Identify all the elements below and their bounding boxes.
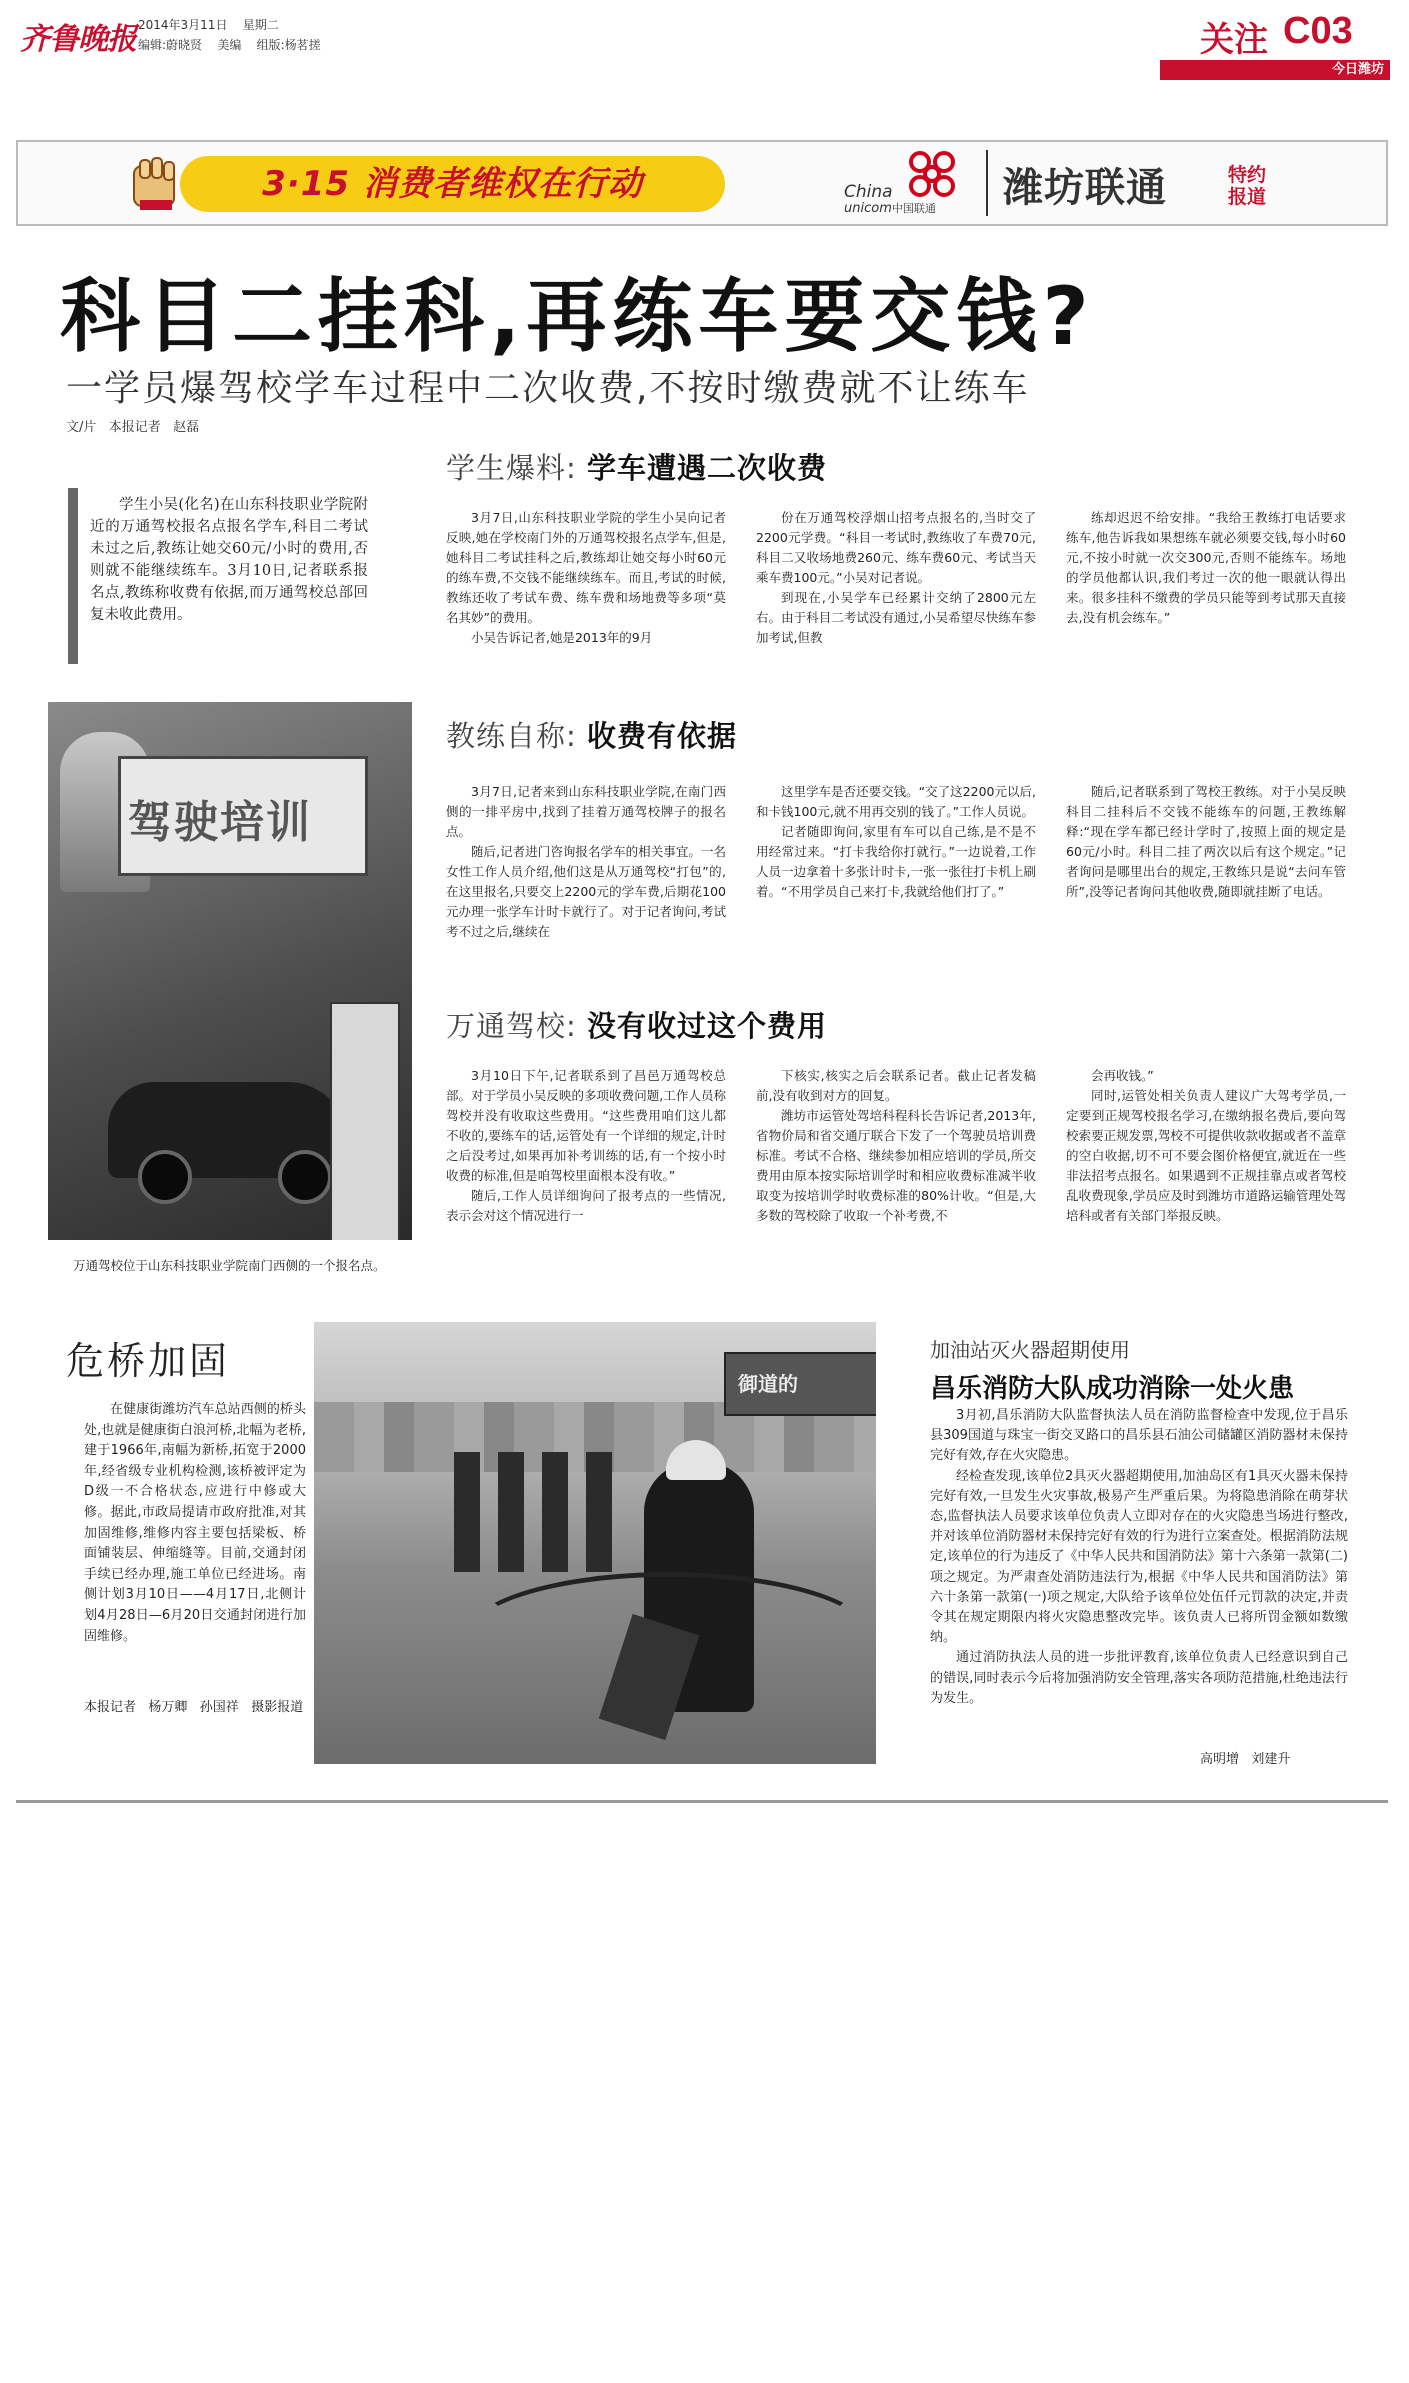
section-2-col-2 <box>756 782 1036 902</box>
section-3-col-3 <box>1066 1066 1346 1226</box>
section-2-head <box>446 714 737 755</box>
section-3-title: 没有收过这个费用 <box>587 1009 828 1043</box>
fire-body <box>930 1406 1348 1709</box>
fire-paragraph-2: 经检查发现,该单位2具灭火器超期使用,加油岛区有1具灭火器未保持完好有效,一旦发生火灾事故,极易产生严重后果。为将隐患消除在萌芽状态,监督执法人员要求该单位负责人立即对存在的火灾隐患当场进行整改,并对该单位消防器材未保持完好有效的行为进行立案查处。根据消防法规定,该单位的行为违反了《中华人民共和国消防法》第十六条第一款第(二)项之规定。为严肃查处消防违法行为,根据《中华人民共和国消防法》第六十条第一款第(一)项之规定,大队给予该单位处伍仟元罚款的决定,并责令其在规定期限内将火灾隐患整改完毕。该负责人已将所罚金额如数缴纳。 <box>930 1468 1348 1646</box>
fire-paragraph-3: 通过消防执法人员的进一步批评教育,该单位负责人已经意识到自己的错误,同时表示今后将加强消防安全管理,落实各项防范措施,杜绝违法行为发生。 <box>930 1650 1348 1706</box>
fire-headline: 昌乐消防大队成功消除一处火患 <box>930 1374 1295 1404</box>
section-1-head <box>446 446 827 487</box>
page-number: C03 <box>1283 10 1353 52</box>
bridge-byline: 本报记者 杨万卿 孙国祥 摄影报道 <box>84 1700 304 1715</box>
art-label: 美编 <box>217 38 242 52</box>
unicom-logo-en-2: unicom <box>844 201 892 216</box>
photo-caption: 万通驾校位于山东科技职业学院南门西侧的一个报名点。 <box>73 1258 386 1273</box>
section-3-label: 万通驾校: <box>446 1009 577 1043</box>
section-1-col-3 <box>1066 508 1346 628</box>
article-paragraph: 随后,工作人员详细询问了报考点的一些情况,表示会对这个情况进行一 <box>446 1188 726 1223</box>
article-paragraph: 3月7日,记者来到山东科技职业学院,在南门西侧的一排平房中,找到了挂着万通驾校牌子的报名点。 <box>446 784 726 839</box>
section-2-col-3 <box>1066 782 1346 902</box>
fist-emblem-icon <box>126 152 186 214</box>
sponsor-tag-2: 报道 <box>1228 186 1267 208</box>
shop-column <box>330 1002 400 1240</box>
fire-kicker: 加油站灭火器超期使用 <box>930 1338 1130 1362</box>
article-paragraph: 练却迟迟不给安排。“我给王教练打电话要求练车,他告诉我如果想练车就必须要交钱,每小时60元,不按小时就一次交300元,否则不能练车。场地的学员他都认识,我们考过一次的他一眼就认得出来。很多挂科不缴费的学员只能等到考试那天直接去,没有机会练车。” <box>1066 510 1346 625</box>
banner-divider <box>986 150 988 216</box>
section-1-title: 学车遭遇二次收费 <box>587 451 828 485</box>
editor-label: 编辑: <box>138 38 167 52</box>
main-byline: 文/片 本报记者 赵磊 <box>66 420 200 435</box>
car-wheel-right <box>278 1150 332 1204</box>
article-paragraph: 会再收钱。” <box>1091 1068 1154 1083</box>
editor-name: 蔚晓贤 <box>166 38 203 52</box>
bridge-headline: 危桥加固 <box>66 1339 231 1383</box>
fire-byline: 高明增 刘建升 <box>1200 1752 1291 1767</box>
article-paragraph: 下核实,核实之后会联系记者。截止记者发稿前,没有收到对方的回复。 <box>756 1068 1036 1103</box>
article-paragraph: 同时,运管处相关负责人建议广大驾考学员,一定要到正规驾校报名学习,在缴纳报名费后,要向驾校索要正规发票,驾校不可提供收款收据或者不盖章的空白收据,切不可不要会图价格便宜,就近在一些非法招考点报名。如果遇到不正规挂靠点或者驾校乱收费现象,学员应及时到潍坊市道路运输管理处驾培科或者有关部门举报反映。 <box>1066 1088 1346 1223</box>
campaign-slogan: 3·15 消费者维权在行动 <box>180 156 725 212</box>
layout-name: 杨茗搓 <box>284 38 321 52</box>
article-paragraph: 3月7日,山东科技职业学院的学生小吴向记者反映,她在学校南门外的万通驾校报名点学车,但是,她科目二考试挂科之后,教练却让她交每小时60元的练车费,不交钱不能继续练车。而且,考试的时候,教练还收了考试车费、练车费和场地费等多项“莫名其妙”的费用。 <box>446 510 726 625</box>
background-workers <box>454 1452 614 1572</box>
section-2-title: 收费有依据 <box>587 719 738 753</box>
main-subheadline: 一学员爆驾校学车过程中二次收费,不按时缴费就不让练车 <box>66 368 1030 409</box>
layout-label: 组版: <box>256 38 285 52</box>
section-3-col-1 <box>446 1066 726 1226</box>
unicom-knot-icon <box>904 146 960 202</box>
section-2-col-1 <box>446 782 726 942</box>
editor-line <box>138 36 321 53</box>
section-1-col-1 <box>446 508 726 648</box>
article-paragraph: 到现在,小吴学车已经累计交纳了2800元左右。由于科目二考试没有通过,小吴希望尽快练车参加考试,但教 <box>756 590 1036 645</box>
section-3-col-2 <box>756 1066 1036 1226</box>
unicom-logo-text <box>844 200 936 216</box>
article-paragraph: 随后,记者联系到了驾校王教练。对于小吴反映科目二挂科后不交钱不能练车的问题,王教练解释:“现在学车都已经计学时了,按照上面的规定是60元/小时。科目二挂了两次以后有这个规定。”记者询问是哪里出台的规定,王教练只是说“去问车管所”,没等记者询问其他收费,随即就挂断了电话。 <box>1066 784 1346 899</box>
issue-date: 2014年3月11日 <box>138 18 228 32</box>
lead-box <box>68 488 368 664</box>
bus-sign-text: 御道的 <box>738 1372 798 1396</box>
section-name: 关注 <box>1200 20 1268 60</box>
section-2-label: 教练自称: <box>446 719 577 753</box>
article-paragraph: 随后,记者进门咨询报名学车的相关事宜。一名女性工作人员介绍,他们这是从万通驾校“打包”的,在这里报名,只要交上2200元的学车费,后期花100元办理一张学车计时卡就行了。对于记者询问,考试考不过之后,继续在 <box>446 844 726 939</box>
edition-bar: 今日潍坊 <box>1160 60 1390 80</box>
section-1-col-2 <box>756 508 1036 648</box>
article-paragraph: 潍坊市运管处驾培科程科长告诉记者,2013年,省物价局和省交通厅联合下发了一个驾驶员培训费标准。考试不合格、继续参加相应培训的学员,所交费用由原本按实际培训学时和相应收费标准减半收取变为按培训学时收费标准的80%计收。“但是,大多数的驾校除了收取一个补考费,不 <box>756 1108 1036 1223</box>
section-3-head <box>446 1004 827 1045</box>
unicom-logo-en-1: China <box>844 182 893 202</box>
issue-weekday: 星期二 <box>242 18 279 32</box>
bridge-repair-photo <box>314 1322 876 1764</box>
paper-name: 齐鲁晚报 <box>20 22 136 57</box>
sponsor-tag-1: 特约 <box>1228 164 1267 186</box>
driving-school-photo <box>48 702 412 1240</box>
bridge-body-text: 在健康街潍坊汽车总站西侧的桥头处,也就是健康街白浪河桥,北幅为老桥,建于1966年,南幅为新桥,拓宽于2000年,经省级专业机构检测,该桥被评定为D级一不合格状态,应进行中修或大修。据此,市政局提请市政府批准,对其加固维修,维修内容主要包括梁板、桥面铺装层、伸缩缝等。目前,交通封闭手续已经办理,施工单位已经进场。南侧计划3月10日——4月17日,北侧计划4月28日—6月20日交通封闭进行加固维修。 <box>84 1402 306 1644</box>
sponsor-tag <box>1228 164 1266 208</box>
bottom-rule <box>16 1800 1388 1803</box>
sponsor-name: 潍坊联通 <box>1003 165 1167 211</box>
article-paragraph: 小吴告诉记者,她是2013年的9月 <box>471 630 653 645</box>
bridge-body <box>84 1400 306 1647</box>
campaign-banner <box>16 140 1388 226</box>
article-paragraph: 这里学车是否还要交钱。“交了这2200元以后,和卡钱100元,就不用再交别的钱了。”工作人员说。 <box>756 784 1036 819</box>
article-paragraph: 3月10日下午,记者联系到了昌邑万通驾校总部。对于学员小吴反映的多项收费问题,工作人员称驾校并没有收取这些费用。“这些费用咱们这儿都不收的,要练车的话,运管处有一个详细的规定,计时之后没考过,如果再加补考训练的话,有一个按小时收费的标准,但是咱驾校里面根本没有收。” <box>446 1068 726 1183</box>
issue-date-line <box>138 16 279 33</box>
lead-text: 学生小吴(化名)在山东科技职业学院附近的万通驾校报名点报名学车,科目二考试未过之后,教练让她交60元/小时的费用,否则就不能继续练车。3月10日,记者联系报名点,教练称收费有依据,而万通驾校总部回复未收此费用。 <box>90 497 368 623</box>
air-hose <box>464 1572 874 1702</box>
main-headline: 科目二挂科,再练车要交钱? <box>60 270 1095 363</box>
photo-sign-text: 驾驶培训 <box>128 797 312 848</box>
article-paragraph: 份在万通驾校浮烟山招考点报名的,当时交了2200元学费。“科目一考试时,教练收了车费70元,科目二又收场地费260元、练车费60元、考试当天乘车费100元。”小吴对记者说。 <box>756 510 1036 585</box>
fire-paragraph-1: 3月初,昌乐消防大队监督执法人员在消防监督检查中发现,位于昌乐县309国道与珠宝一街交叉路口的昌乐县石油公司储罐区消防器材未保持完好有效,存在火灾隐患。 <box>930 1408 1348 1464</box>
article-paragraph: 记者随即询问,家里有车可以自己练,是不是不用经常过来。“打卡我给你打就行。”一边说着,工作人员一边拿着十多张计时卡,一张一张往打卡机上刷着。“不用学员自己来打卡,我就给他们打了。” <box>756 824 1036 899</box>
car-wheel-left <box>138 1150 192 1204</box>
unicom-logo-cn: 中国联通 <box>891 202 936 215</box>
section-1-label: 学生爆料: <box>446 451 577 485</box>
